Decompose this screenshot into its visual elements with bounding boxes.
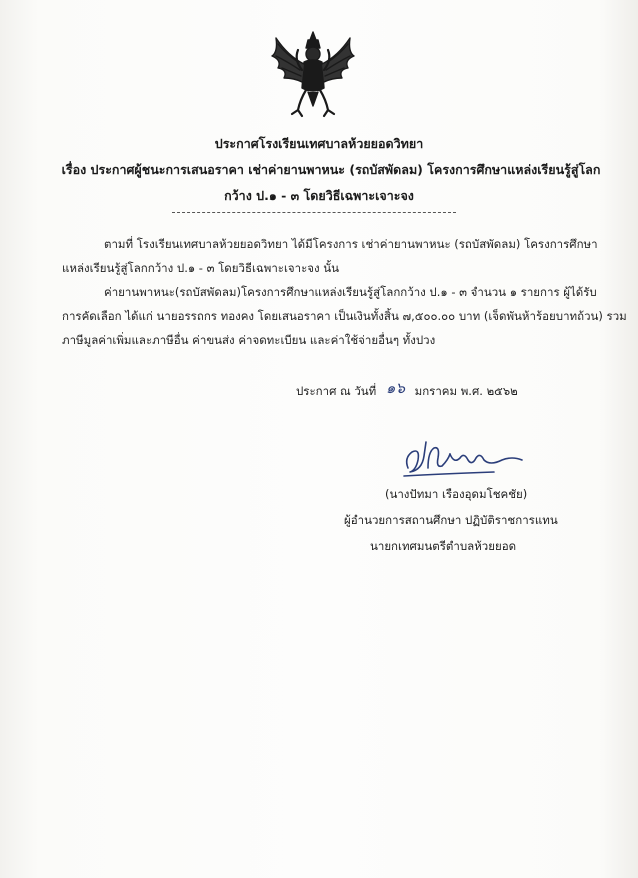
body-paragraph-2-line-3: ภาษีมูลค่าเพิ่มและภาษีอื่น ค่าขนส่ง ค่าจดทะเบียน และค่าใช้จ่ายอื่นๆ ทั้งปวง [62, 333, 436, 347]
dashed-divider [172, 212, 456, 213]
handwritten-signature-icon [398, 430, 528, 482]
announcement-subject-line1: เรื่อง ประกาศผู้ชนะการเสนอราคา เช่าค่ายานพาหนะ (รถบัสพัดลม) โครงการศึกษาแหล่งเรียนรู้สู่โลก [61, 162, 601, 177]
announcement-date [296, 378, 518, 402]
body-paragraph-2-line-1: ค่ายานพาหนะ(รถบัสพัดลม)โครงการศึกษาแหล่งเรียนรู้สู่โลกกว้าง ป.๑ - ๓ จำนวน ๑ รายการ ผู้ได้รับ [104, 285, 597, 299]
body-paragraph-2-line-2: การคัดเลือก ได้แก่ นายอรรถกร ทองคง โดยเสนอราคา เป็นเงินทั้งสิ้น ๗,๕๐๐.๐๐ บาท (เจ็ดพันห้าร้อยบาทถ้วน) รวม [62, 309, 627, 323]
garuda-emblem-icon [268, 30, 358, 122]
date-prefix: ประกาศ ณ วันที่ [296, 384, 377, 398]
announcement-title: ประกาศโรงเรียนเทศบาลห้วยยอดวิทยา [214, 136, 424, 151]
signatory-name: (นางปัทมา เรืองอุดมโชคชัย) [385, 487, 528, 501]
body-paragraph-1-line-2: แหล่งเรียนรู้สู่โลกกว้าง ป.๑ - ๓ โดยวิธีเฉพาะเจาะจง นั้น [62, 261, 339, 275]
announcement-subject-line2: กว้าง ป.๑ - ๓ โดยวิธีเฉพาะเจาะจง [224, 188, 414, 203]
date-month-year: มกราคม พ.ศ. ๒๕๖๒ [414, 384, 518, 398]
body-paragraph-1-line-1: ตามที่ โรงเรียนเทศบาลห้วยยอดวิทยา ได้มีโครงการ เช่าค่ายานพาหนะ (รถบัสพัดลม) โครงการศึกษา [104, 237, 598, 251]
signatory-position-line1: ผู้อำนวยการสถานศึกษา ปฏิบัติราชการแทน [344, 513, 558, 527]
signatory-position-line2: นายกเทศมนตรีตำบลห้วยยอด [370, 539, 517, 553]
date-day-handwritten: ๑๖ [385, 379, 405, 397]
